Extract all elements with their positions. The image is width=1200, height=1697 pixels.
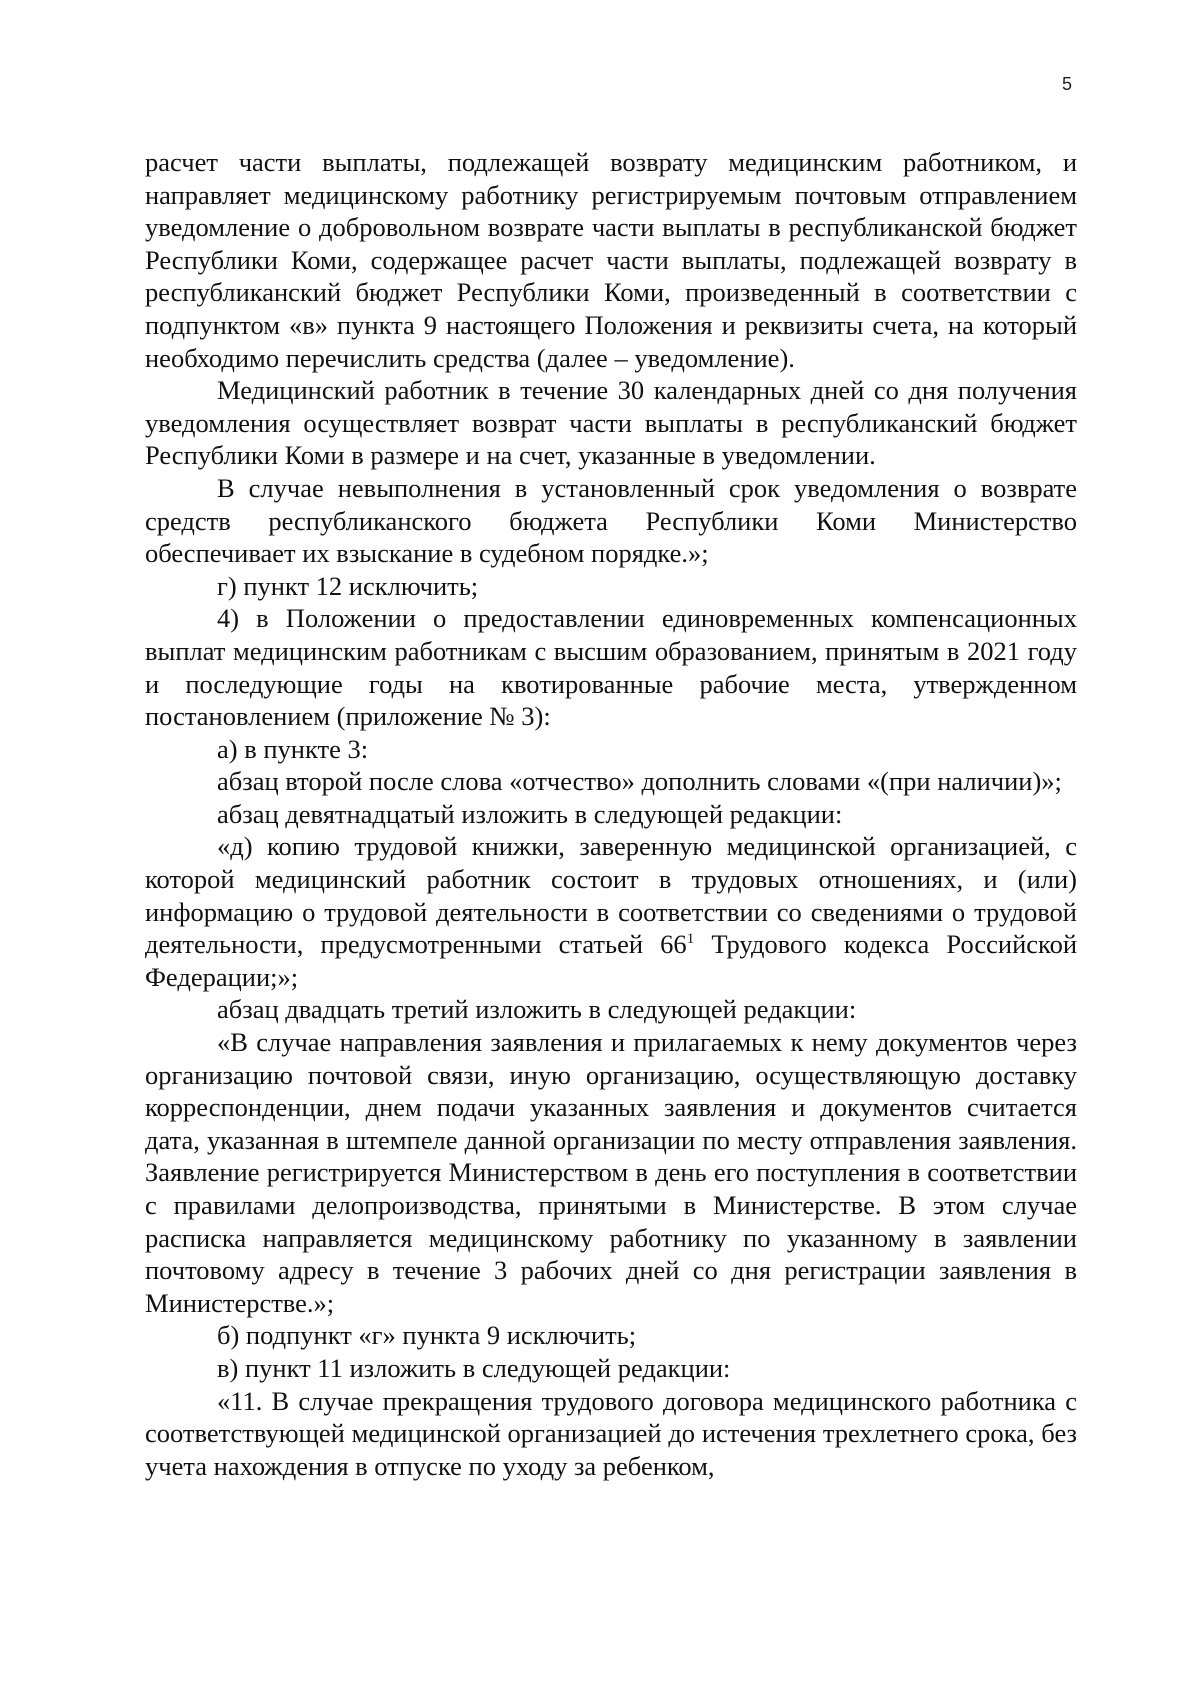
paragraph: расчет части выплаты, подлежащей возврату медицинским работником, и направляет медицинскому работнику регистрируемым почтовым отправлением уведомление о добровольном возврате части выплаты в республиканской бюджет Республики Коми, содержащее расчет части выплаты, подлежащей возврату в республиканский бюджет Республики Коми, произведенный в соответствии с подпунктом «в» пункта 9 настоящего Положения и реквизиты счета, на который необходимо перечислить средства (далее – уведомление).	[145, 147, 1077, 373]
superscript: 1	[686, 931, 695, 948]
paragraph: абзац двадцать третий изложить в следующей редакции:	[217, 994, 857, 1025]
paragraph: абзац второй после слова «отчество» дополнить словами «(при наличии)»;	[217, 766, 1062, 797]
paragraph: «д) копию трудовой книжки, заверенную медицинской организацией, с которой медицинский работник состоит в трудовых отношениях, и (или) информацию о трудовой деятельности в соответствии со сведениями о трудовой деятельности, предусмотренными статьей $66^1$ Трудового кодекса Российской Федерации;»;	[145, 831, 1077, 992]
paragraph: Медицинский работник в течение 30 календарных дней со дня получения уведомления осуществляет возврат части выплаты в республиканский бюджет Республики Коми в размере и на счет, указанные в уведомлении.	[145, 375, 1077, 471]
page-number: 5	[1062, 74, 1073, 94]
paragraph: В случае невыполнения в установленный срок уведомления о возврате средств республиканского бюджета Республики Коми Министерство обеспечивает их взыскание в судебном порядке.»;	[145, 472, 1077, 569]
paragraph: «11. В случае прекращения трудового договора медицинского работника с соответствующей медицинской организацией до истечения трехлетнего срока, без учета нахождения в отпуске по уходу за ребенком,	[145, 1385, 1077, 1481]
paragraph: г) пункт 12 исключить;	[217, 570, 479, 601]
paragraph: в) пункт 11 изложить в следующей редакции:	[217, 1352, 731, 1383]
paragraph: «В случае направления заявления и прилагаемых к нему документов через организацию почтовой связи, иную организацию, осуществляющую доставку корреспонденции, днем подачи указанных заявления и документов считается дата, указанная в штемпеле данной организации по месту отправления заявления. Заявление регистрируется Министерством в день его поступления в соответствии с правилами делопроизводства, принятыми в Министерстве. В этом случае расписка направляется медицинскому работнику по указанному в заявлении почтовому адресу в течение 3 рабочих дней со дня регистрации заявления в Министерстве.»;	[145, 1027, 1077, 1318]
document-body	[145, 146, 1077, 1482]
paragraph: абзац девятнадцатый изложить в следующей редакции:	[217, 798, 843, 829]
paragraph: 4) в Положении о предоставлении единовременных компенсационных выплат медицинским работникам с высшим образованием, принятым в 2021 году и последующие годы на квотированные рабочие места, утвержденном постановлением (приложение № 3):	[145, 603, 1077, 732]
paragraph: б) подпункт «г» пункта 9 исключить;	[217, 1320, 637, 1351]
paragraph: а) в пункте 3:	[217, 733, 369, 764]
